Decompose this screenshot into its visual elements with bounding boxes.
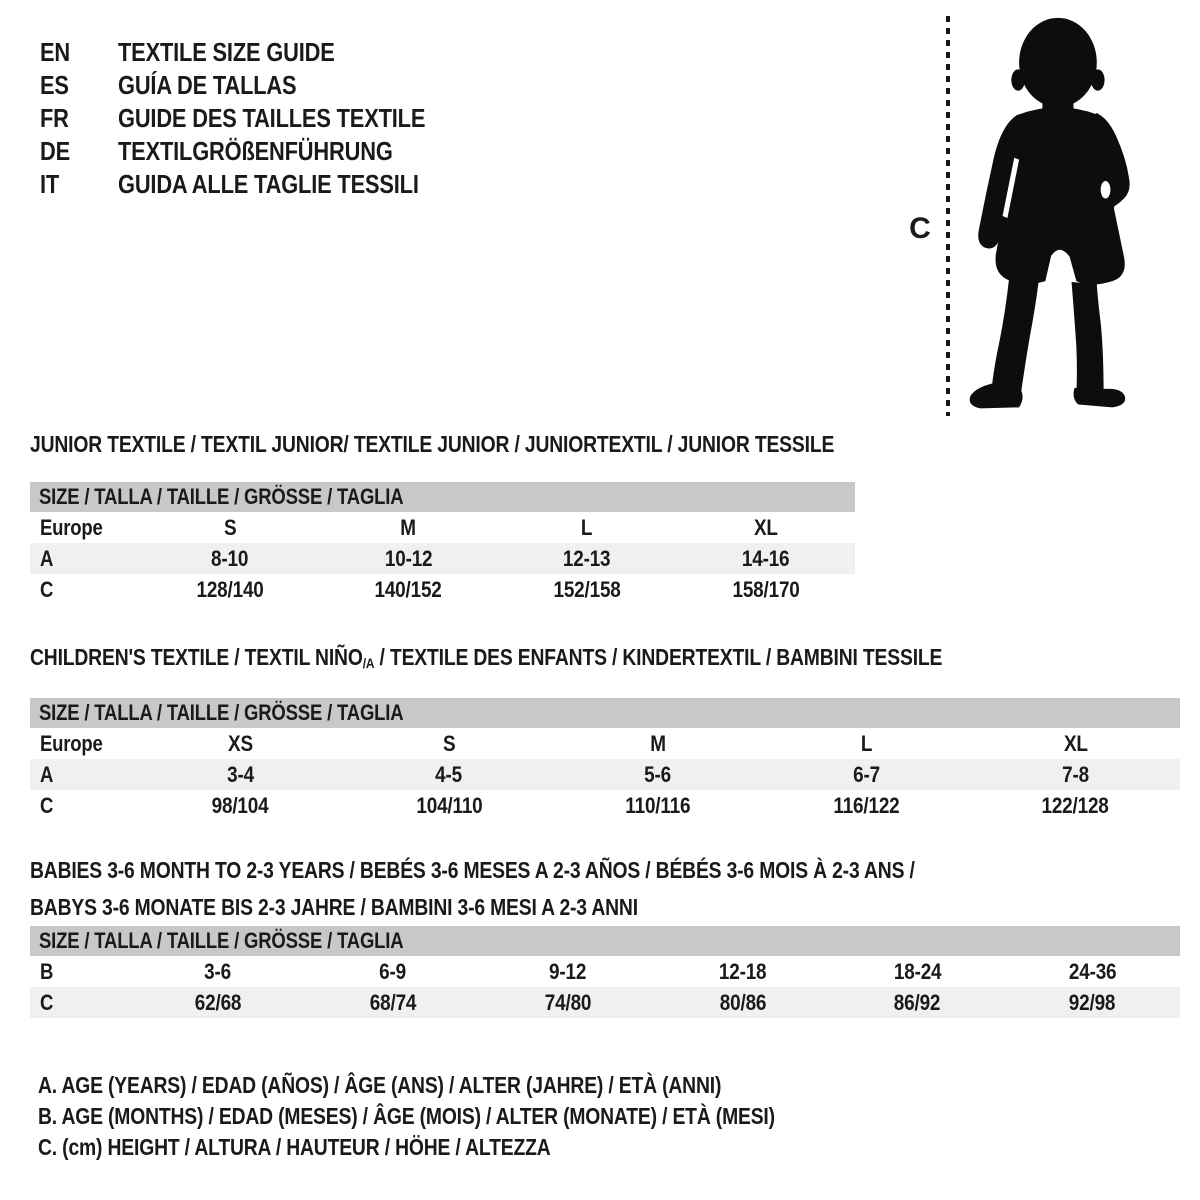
cell-text: A <box>40 545 54 571</box>
cell-text: XS <box>227 730 253 756</box>
table-cell <box>319 574 498 605</box>
table-cell <box>498 512 677 543</box>
children-table-title-text: CHILDREN'S TEXTILE / TEXTIL $NIÑO_{/A}$ / TEXTILE DES ENFANTS / KINDERTEXTIL / BAMBINI TESSILE <box>30 644 943 673</box>
junior-table-title <box>30 432 855 456</box>
table-cell <box>305 987 480 1018</box>
table-cell <box>676 512 855 543</box>
table-cell <box>762 728 971 759</box>
cell-text: 7-8 <box>1062 761 1089 787</box>
table-row <box>30 956 1180 987</box>
language-label-text: GUIDA ALLE TAGLIE TESSILI <box>118 169 419 199</box>
cell-text: C <box>40 989 54 1015</box>
table-cell <box>480 956 655 987</box>
size-header-bar <box>30 482 855 512</box>
table-cell <box>498 574 677 605</box>
language-row-en <box>40 36 484 69</box>
cell-text: 128/140 <box>196 576 264 602</box>
cell-text: 104/110 <box>415 792 483 818</box>
table-cell <box>345 728 554 759</box>
table-cell <box>553 790 762 821</box>
table-cell <box>30 956 130 987</box>
cell-text: 10-12 <box>384 545 433 571</box>
language-code-text: ES <box>40 70 69 100</box>
language-code-text: DE <box>40 136 71 166</box>
table-cell <box>305 956 480 987</box>
cell-text: 4-5 <box>435 761 463 787</box>
language-code <box>40 135 118 168</box>
cell-text: Europe <box>40 514 103 540</box>
language-label <box>118 135 445 168</box>
cell-text: 3-6 <box>204 958 232 984</box>
table-row <box>30 512 855 543</box>
cell-text: S <box>442 730 456 756</box>
language-code-text: FR <box>40 103 69 133</box>
cell-text: 24-36 <box>1068 958 1117 984</box>
babies-table-title-line1: BABIES 3-6 MONTH TO 2-3 YEARS / BEBÉS 3-6 MESES A 2-3 AÑOS / BÉBÉS 3-6 MOIS À 2-3 ANS / <box>30 857 915 883</box>
cell-text: 9-12 <box>548 958 587 984</box>
cell-text: 80/86 <box>719 989 766 1015</box>
size-header-text: SIZE / TALLA / TAILLE / GRÖSSE / TAGLIA <box>39 700 404 726</box>
language-row-it <box>40 168 484 201</box>
table-cell <box>30 728 136 759</box>
table-cell <box>30 790 136 821</box>
babies-table-title-line2: BABYS 3-6 MONATE BIS 2-3 JAHRE / BAMBINI 3-6 MESI A 2-3 ANNI <box>30 894 638 920</box>
height-measure-label: C <box>909 212 931 245</box>
table-cell <box>762 759 971 790</box>
table-cell <box>971 728 1180 759</box>
language-label <box>118 168 476 201</box>
table-cell <box>676 543 855 574</box>
cell-text: 140/152 <box>374 576 443 602</box>
cell-text: XL <box>753 514 778 540</box>
table-cell <box>30 543 141 574</box>
cell-text: 18-24 <box>893 958 942 984</box>
cell-text: 8-10 <box>211 545 249 571</box>
table-cell <box>480 987 655 1018</box>
language-title-list <box>40 36 484 201</box>
cell-text: 158/170 <box>732 576 800 602</box>
babies-size-table <box>30 852 1180 1018</box>
cell-text: 6-9 <box>379 958 407 984</box>
table-cell <box>30 987 130 1018</box>
cell-text: C <box>40 792 54 818</box>
children-size-table <box>30 645 1180 821</box>
cell-text: A <box>40 761 54 787</box>
table-cell <box>498 543 677 574</box>
height-measure-dotted-line <box>946 16 950 416</box>
cell-text: S <box>223 514 237 540</box>
legend-line-a: A. AGE (YEARS) / EDAD (AÑOS) / ÂGE (ANS) / ALTER (JAHRE) / ETÀ (ANNI) <box>38 1072 722 1098</box>
table-cell <box>553 728 762 759</box>
babies-table-grid <box>30 956 1180 1018</box>
table-cell <box>553 759 762 790</box>
language-label <box>118 36 376 69</box>
language-label-text: TEXTILGRÖßENFÜHRUNG <box>118 136 393 166</box>
table-cell <box>676 574 855 605</box>
cell-text: 6-7 <box>853 761 881 787</box>
cell-text: L <box>860 730 873 756</box>
toddler-silhouette-icon <box>958 12 1154 420</box>
language-row-de <box>40 135 484 168</box>
size-header-bar <box>30 926 1180 956</box>
table-cell <box>830 956 1005 987</box>
cell-text: 116/122 <box>833 792 900 818</box>
cell-text: 14-16 <box>741 545 790 571</box>
table-row <box>30 728 1180 759</box>
language-label-text: GUIDE DES TAILLES TEXTILE <box>118 103 426 133</box>
table-row <box>30 543 855 574</box>
table-cell <box>655 956 830 987</box>
children-table-title <box>30 645 1180 676</box>
table-cell <box>30 512 141 543</box>
table-cell <box>655 987 830 1018</box>
language-label-text: GUÍA DE TALLAS <box>118 70 297 100</box>
language-row-fr <box>40 102 484 135</box>
junior-size-table <box>30 432 855 605</box>
legend-line-c: C. (cm) HEIGHT / ALTURA / HAUTEUR / HÖHE / ALTEZZA <box>38 1134 551 1160</box>
table-cell <box>971 759 1180 790</box>
cell-text: 152/158 <box>553 576 621 602</box>
cell-text: 92/98 <box>1069 989 1116 1015</box>
language-code <box>40 168 118 201</box>
table-cell <box>30 759 136 790</box>
legend-line-b: B. AGE (MONTHS) / EDAD (MESES) / ÂGE (MOIS) / ALTER (MONATE) / ETÀ (MESI) <box>38 1103 775 1129</box>
cell-text: XL <box>1063 730 1088 756</box>
language-code <box>40 69 118 102</box>
table-cell <box>345 759 554 790</box>
cell-text: 3-4 <box>226 761 254 787</box>
cell-text: Europe <box>40 730 103 756</box>
table-cell <box>830 987 1005 1018</box>
cell-text: 68/74 <box>369 989 416 1015</box>
language-label <box>118 102 484 135</box>
cell-text: B <box>40 958 54 984</box>
table-row <box>30 790 1180 821</box>
table-cell <box>141 543 320 574</box>
table-cell <box>1005 987 1180 1018</box>
cell-text: M <box>400 514 417 540</box>
cell-text: 74/80 <box>544 989 591 1015</box>
language-code <box>40 36 118 69</box>
junior-table-title-text: JUNIOR TEXTILE / TEXTIL JUNIOR/ TEXTILE JUNIOR / JUNIORTEXTIL / JUNIOR TESSILE <box>30 431 835 457</box>
cell-text: 98/104 <box>211 792 269 818</box>
cell-text: 12-18 <box>718 958 767 984</box>
size-header-text: SIZE / TALLA / TAILLE / GRÖSSE / TAGLIA <box>39 928 404 953</box>
table-cell <box>319 512 498 543</box>
measurement-legend <box>38 1070 915 1163</box>
table-cell <box>319 543 498 574</box>
table-cell <box>141 574 320 605</box>
table-row <box>30 574 855 605</box>
cell-text: 86/92 <box>894 989 941 1015</box>
language-code-text: EN <box>40 37 71 67</box>
cell-text: 5-6 <box>644 761 672 787</box>
table-cell <box>971 790 1180 821</box>
table-row <box>30 987 1180 1018</box>
table-cell <box>141 512 320 543</box>
table-cell <box>1005 956 1180 987</box>
table-cell <box>136 728 345 759</box>
cell-text: 122/128 <box>1041 792 1110 818</box>
language-label-text: TEXTILE SIZE GUIDE <box>118 37 335 67</box>
table-cell <box>136 790 345 821</box>
size-header-text: SIZE / TALLA / TAILLE / GRÖSSE / TAGLIA <box>39 484 404 509</box>
table-cell <box>30 574 141 605</box>
cell-text: 12-13 <box>563 545 611 571</box>
language-code <box>40 102 118 135</box>
cell-text: 110/116 <box>625 792 691 818</box>
table-cell <box>345 790 554 821</box>
cell-text: L <box>581 514 593 540</box>
babies-table-title <box>30 852 1180 926</box>
language-label <box>118 69 330 102</box>
children-table-grid <box>30 728 1180 821</box>
size-header-bar <box>30 698 1180 728</box>
language-code-text: IT <box>40 169 60 199</box>
table-cell <box>130 987 305 1018</box>
cell-text: C <box>40 576 54 602</box>
table-cell <box>130 956 305 987</box>
language-row-es <box>40 69 484 102</box>
cell-text: 62/68 <box>194 989 241 1015</box>
table-row <box>30 759 1180 790</box>
table-cell <box>762 790 971 821</box>
cell-text: M <box>650 730 666 756</box>
table-cell <box>136 759 345 790</box>
junior-table-grid <box>30 512 855 605</box>
